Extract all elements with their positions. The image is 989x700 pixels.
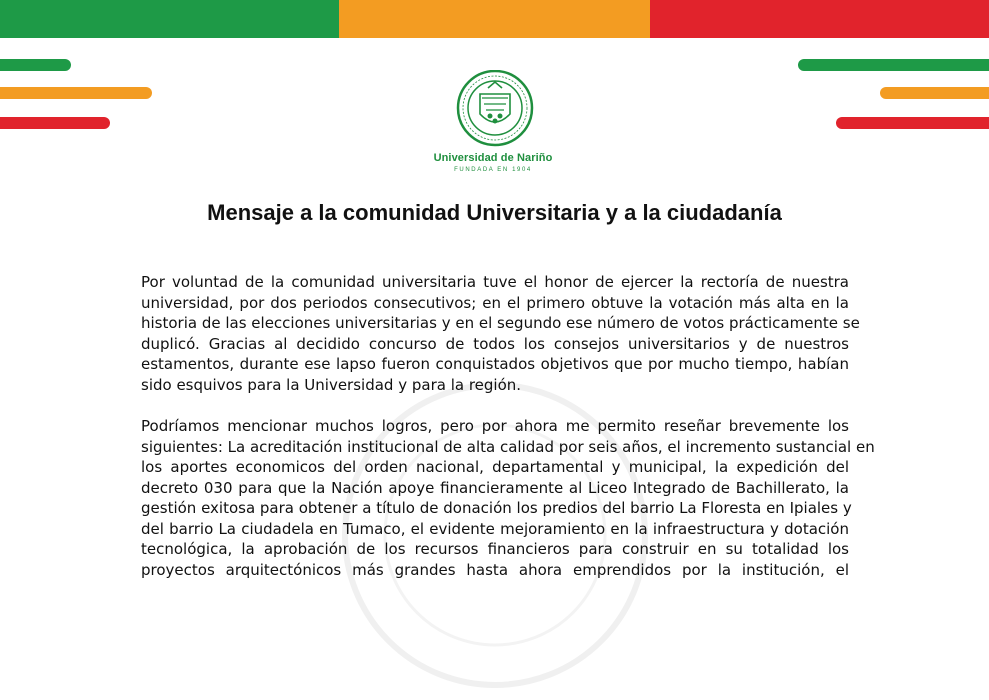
university-name	[418, 152, 568, 164]
text-line: tecnológica, la aprobación de los recursos financieros para construir en su totalidad los	[141, 540, 849, 558]
university-seal-icon	[430, 70, 560, 155]
text-line: universidad, por dos periodos consecutivos; en el primero obtuve la votación más alta en la	[141, 293, 849, 312]
text-line: duplicó. Gracias al decidido concurso de todos los consejos universitarios y de nuestros	[141, 334, 849, 353]
left-stripe-green	[0, 59, 71, 71]
left-stripe-red	[0, 117, 110, 129]
text-line: Por voluntad de la comunidad universitaria tuve el honor de ejercer la rectoría de nuestra	[141, 273, 849, 291]
text-line: historia de las elecciones universitarias y en el segundo ese número de votos prácticamente se	[141, 314, 860, 332]
text-line: gestión exitosa para obtener a título de donación los predios del barrio La Floresta en Ipiales y	[141, 499, 852, 517]
right-stripe-orange	[880, 87, 989, 99]
message-body	[141, 272, 875, 601]
top-bar-red	[650, 0, 989, 38]
top-color-bar	[0, 0, 989, 38]
text-line: sido esquivos para la Universidad y para la región.	[141, 375, 522, 394]
text-line: siguientes: La acreditación institucional de alta calidad por seis años, el incremento sustancial en	[141, 437, 875, 456]
page-title: Mensaje a la comunidad Universitaria y a la ciudadanía	[207, 200, 782, 225]
left-stripe-orange	[0, 87, 152, 99]
top-bar-green	[0, 0, 339, 38]
university-name-prefix: Universidad de	[433, 152, 517, 164]
text-line: proyectos arquitectónicos más grandes hasta ahora emprendidos por la institución, el	[141, 560, 849, 579]
text-line: los aportes economicos del orden nacional, departamental y municipal, la expedición del	[141, 458, 849, 476]
text-line: del barrio La ciudadela en Tumaco, el evidente mejoramiento en la infraestructura y dotación	[141, 519, 849, 538]
right-stripe-green	[798, 59, 989, 71]
university-name-highlight: Nariño	[516, 152, 553, 164]
text-line: Podríamos mencionar muchos logros, pero por ahora me permito reseñar brevemente los	[141, 417, 849, 435]
paragraph-2	[141, 416, 875, 580]
text-line: decreto 030 para que la Nación apoye financieramente al Liceo Integrado de Bachillerato, la	[141, 478, 849, 497]
founded-label: FUNDADA EN 1904	[454, 167, 532, 173]
right-stripe-red	[836, 117, 989, 129]
top-bar-orange	[339, 0, 650, 38]
paragraph-1	[141, 272, 860, 395]
text-line: estamentos, durante ese lapso fueron conquistados objetivos que por mucho tiempo, habían	[141, 355, 849, 373]
